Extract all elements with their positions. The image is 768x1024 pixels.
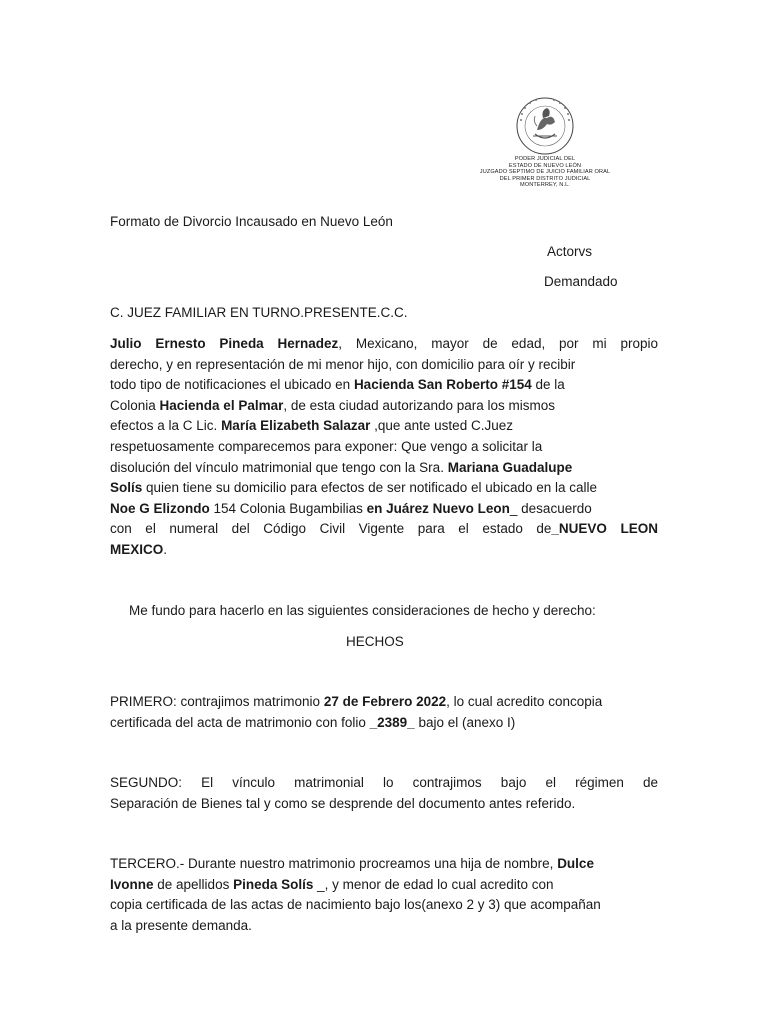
intro-paragraph xyxy=(110,334,658,561)
text-line: derecho, y en representación de mi menor hijo, con domicilio para oír y recibir xyxy=(110,356,576,372)
second-fact-paragraph xyxy=(110,773,658,814)
seal-line: PODER JUDICIAL DEL xyxy=(514,156,576,162)
third-fact-paragraph xyxy=(110,854,658,936)
defendant-label: Demandado xyxy=(544,274,618,289)
actor-label: Actorvs xyxy=(547,244,593,259)
text-line: con el numeral del Código Civil Vigente para el estado de_NUEVO LEON xyxy=(110,521,658,537)
text-line: respetuosamente comparecemos para exponer: Que vengo a solicitar la xyxy=(110,438,543,454)
text-line: SEGUNDO: El vínculo matrimonial lo contrajimos bajo el régimen de xyxy=(110,775,658,790)
text-line: certificada del acta de matrimonio con folio _2389_ bajo el (anexo I) xyxy=(110,714,516,730)
seal-line: DEL PRIMER DISTRITO JUDICIAL xyxy=(499,175,591,182)
text-line: Noe G Elizondo 154 Colonia Bugambilias en Juárez Nuevo Leon_ desacuerdo xyxy=(110,500,592,516)
text-line: copia certificada de las actas de nacimiento bajo los(anexo 2 y 3) que acompañan xyxy=(110,897,601,913)
text-line: Separación de Bienes tal y como se desprende del documento antes referido. xyxy=(110,795,576,811)
facts-heading: HECHOS xyxy=(346,634,404,649)
seal-line: JUZGADO SEPTIMO DE JUICIO FAMILIAR ORAL xyxy=(479,169,611,176)
document-title: Formato de Divorcio Incausado en Nuevo León xyxy=(110,214,393,229)
text-line: efectos a la C Lic. María Elizabeth Salazar ,que ante usted C.Juez xyxy=(110,418,513,434)
seal-line: ESTADO DE NUEVO LEÓN xyxy=(508,162,582,169)
text-line: Julio Ernesto Pineda Hernadez, Mexicano, mayor de edad, por mi propio xyxy=(110,336,658,351)
text-line: Colonia Hacienda el Palmar, de esta ciudad autorizando para los mismos xyxy=(110,397,556,413)
text-line: a la presente demanda. xyxy=(110,917,252,933)
text-line: MEXICO. xyxy=(110,541,168,557)
grounds-statement: Me fundo para hacerlo en las siguientes consideraciones de hecho y derecho: xyxy=(129,603,596,618)
text-line: disolución del vínculo matrimonial que tengo con la Sra. Mariana Guadalupe xyxy=(110,459,573,475)
first-fact-paragraph xyxy=(110,692,658,733)
text-line: todo tipo de notificaciones el ubicado en Hacienda San Roberto #154 de la xyxy=(110,377,565,393)
judge-address: C. JUEZ FAMILIAR EN TURNO.PRESENTE.C.C. xyxy=(110,305,408,320)
court-seal xyxy=(472,96,618,189)
text-line: Ivonne de apellidos Pineda Solís _, y menor de edad lo cual acredito con xyxy=(110,876,554,892)
text-line: Solís quien tiene su domicilio para efectos de ser notificado el ubicado en la calle xyxy=(110,480,598,496)
seal-line: MONTERREY, N.L. xyxy=(520,182,570,189)
text-line: TERCERO.- Durante nuestro matrimonio procreamos una hija de nombre, Dulce xyxy=(110,856,594,871)
text-line: PRIMERO: contrajimos matrimonio 27 de Febrero 2022, lo cual acredito concopia xyxy=(110,694,603,709)
mexican-eagle-seal-icon xyxy=(513,96,577,156)
